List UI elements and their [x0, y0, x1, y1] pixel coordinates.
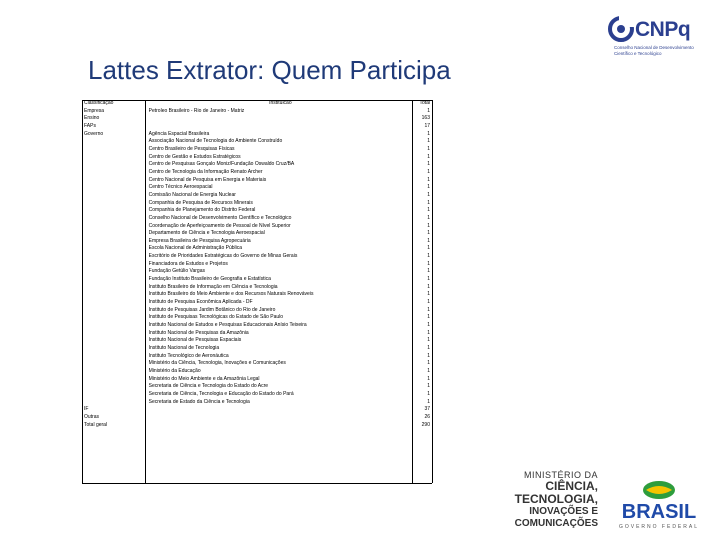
total-cell: 1 [427, 398, 430, 405]
instituicao-cell [147, 123, 412, 131]
table-row [82, 368, 432, 376]
table-row [82, 406, 432, 414]
total-cell: 1 [427, 199, 430, 206]
instituicao-cell: Fundação Getúlio Vargas [148, 268, 205, 275]
total-cell: 1 [427, 276, 430, 283]
classificacao-cell: Empresa [84, 107, 105, 114]
table-body [82, 108, 432, 430]
table-row [82, 353, 432, 361]
classificacao-cell [82, 161, 147, 169]
instituicao-cell [147, 414, 412, 422]
brasil-text: BRASIL [621, 501, 697, 523]
total-cell: 1 [427, 161, 430, 168]
table-row [82, 376, 432, 384]
classificacao-cell [82, 230, 147, 238]
total-cell: 1 [427, 375, 430, 382]
table-row [82, 108, 432, 116]
table-row [82, 337, 432, 345]
table-row [82, 330, 432, 338]
classificacao-cell [82, 253, 147, 261]
total-cell: 1 [427, 191, 430, 198]
total-cell: 290 [421, 421, 430, 428]
table-row [82, 223, 432, 231]
total-cell: 1 [427, 176, 430, 183]
table-header-row [82, 100, 432, 108]
total-cell: 1 [427, 145, 430, 152]
total-cell: 17 [424, 122, 430, 129]
instituicao-cell: Agência Espacial Brasileira [148, 130, 210, 137]
classificacao-cell: Total geral [84, 421, 108, 428]
header-instituicao: Instituicao [269, 100, 292, 106]
classificacao-cell [82, 322, 147, 330]
table-row [82, 360, 432, 368]
table-row [82, 284, 432, 292]
classificacao-cell [82, 353, 147, 361]
table-row [82, 192, 432, 200]
instituicao-cell: Empresa Brasileira de Pesquisa Agropecuária [148, 237, 251, 244]
instituicao-cell [147, 422, 412, 430]
total-cell: 1 [427, 207, 430, 214]
classificacao-cell: FAPs [84, 122, 96, 129]
instituicao-cell: Centro de Gestão e Estudos Estratégicos [148, 153, 241, 160]
header-total: Total [419, 100, 430, 106]
table-row [82, 177, 432, 185]
classificacao-cell [82, 245, 147, 253]
instituicao-cell: Instituto Brasileiro do Meio Ambiente e dos Recursos Naturais Renováveis [148, 291, 314, 298]
classificacao-cell [82, 177, 147, 185]
table-row [82, 345, 432, 353]
table-row [82, 245, 432, 253]
table-row [82, 184, 432, 192]
ministry-line1: MINISTÉRIO DA [523, 470, 598, 480]
table-row [82, 230, 432, 238]
brasil-tagline: GOVERNO FEDERAL [618, 524, 700, 530]
classificacao-cell [82, 215, 147, 223]
total-cell: 1 [427, 314, 430, 321]
instituicao-cell: Secretaria de Ciência, Tecnologia e Educação do Estado do Pará [148, 390, 294, 397]
classificacao-cell [82, 238, 147, 246]
classificacao-cell [82, 184, 147, 192]
classificacao-cell [82, 330, 147, 338]
table-row [82, 253, 432, 261]
table-row [82, 115, 432, 123]
instituicao-cell: Petroleo Brasileiro - Rio de Janeiro - Matriz [148, 107, 245, 114]
instituicao-cell: Companhia de Planejamento do Distrito Federal [148, 207, 256, 214]
total-cell: 1 [427, 329, 430, 336]
instituicao-cell: Instituto Nacional de Estudos e Pesquisas Educacionais Anísio Teixeira [148, 322, 307, 329]
cnpq-logo-subtitle: Conselho Nacional de Desenvolvimento Científico e Tecnológico [614, 45, 694, 56]
frame-bottom-border [82, 483, 432, 484]
classificacao-cell: Governo [84, 130, 104, 137]
total-cell: 1 [427, 237, 430, 244]
classificacao-cell [82, 284, 147, 292]
total-cell: 1 [427, 291, 430, 298]
total-cell: 1 [427, 222, 430, 229]
total-cell: 1 [427, 306, 430, 313]
instituicao-cell [147, 115, 412, 123]
classificacao-cell [82, 299, 147, 307]
table-row [82, 215, 432, 223]
total-cell: 1 [427, 168, 430, 175]
classificacao-cell [82, 138, 147, 146]
classificacao-cell [82, 200, 147, 208]
classificacao-cell [82, 391, 147, 399]
total-cell: 1 [427, 184, 430, 191]
classificacao-cell [82, 207, 147, 215]
instituicao-cell: Centro de Pesquisas Gonçalo Moniz/Fundação Oswaldo Cruz/BA [148, 161, 295, 168]
classificacao-cell [82, 376, 147, 384]
total-cell: 1 [427, 138, 430, 145]
header-classificacao: Classificação [84, 100, 114, 106]
table-row [82, 123, 432, 131]
table-row [82, 146, 432, 154]
cnpq-logo [608, 16, 708, 66]
table-row [82, 299, 432, 307]
total-cell: 1 [427, 230, 430, 237]
classificacao-cell [82, 268, 147, 276]
total-cell: 1 [427, 214, 430, 221]
instituicao-cell: Centro de Tecnologia da Informação Renato Archer [148, 168, 263, 175]
classificacao-cell: IF [84, 406, 89, 413]
instituicao-cell [147, 406, 412, 414]
instituicao-cell: Ministério da Ciência, Tecnologia, Inovações e Comunicações [148, 360, 286, 367]
instituicao-cell: Escola Nacional de Administração Pública [148, 245, 243, 252]
instituicao-cell: Instituto de Pesquisa Econômica Aplicada - DF [148, 299, 253, 306]
instituicao-cell: Instituto Nacional de Pesquisas da Amazônia [148, 329, 249, 336]
instituicao-cell: Centro Nacional de Pesquisa em Energia e Materiais [148, 176, 267, 183]
instituicao-cell: Instituto de Pesquisas Tecnológicas do Estado de São Paulo [148, 314, 284, 321]
total-cell: 1 [427, 352, 430, 359]
total-cell: 1 [427, 299, 430, 306]
total-cell: 1 [427, 345, 430, 351]
total-cell: 1 [427, 283, 430, 290]
instituicao-cell: Instituto Brasileiro de Informação em Ciência e Tecnologia [148, 283, 278, 290]
table-row [82, 276, 432, 284]
table-row [82, 154, 432, 162]
total-cell: 37 [424, 406, 430, 413]
table-row [82, 414, 432, 422]
classificacao-cell [82, 276, 147, 284]
total-cell: 1 [427, 367, 430, 374]
classificacao-cell [82, 223, 147, 231]
ministry-logo [470, 470, 598, 532]
classificacao-cell [82, 368, 147, 376]
total-cell: 1 [427, 107, 430, 114]
table-row [82, 268, 432, 276]
table-row [82, 391, 432, 399]
instituicao-cell: Conselho Nacional de Desenvolvimento Científico e Tecnológico [148, 214, 292, 221]
ministry-line2: CIÊNCIA, TECNOLOGIA, [514, 479, 598, 506]
classificacao-cell [82, 360, 147, 368]
table-row [82, 131, 432, 139]
classificacao-cell [82, 307, 147, 315]
classificacao-cell [82, 192, 147, 200]
total-cell: 1 [427, 322, 430, 329]
instituicao-cell: Instituto Nacional de Tecnologia [148, 345, 220, 351]
total-cell: 1 [427, 383, 430, 390]
classificacao-cell [82, 314, 147, 322]
instituicao-cell: Ministério do Meio Ambiente e da Amazônia Legal [148, 375, 260, 382]
frame-right-border [432, 100, 433, 483]
classificacao-cell [82, 261, 147, 269]
total-cell: 26 [424, 413, 430, 420]
table-row [82, 307, 432, 315]
classificacao-cell [82, 169, 147, 177]
total-cell: 1 [427, 268, 430, 275]
classificacao-cell [82, 399, 147, 407]
instituicao-cell: Ministério da Educação [148, 367, 201, 374]
instituicao-cell: Instituto Tecnológico de Aeronáutica [148, 352, 229, 359]
instituicao-cell: Fundação Instituto Brasileiro de Geografia e Estatística [148, 276, 271, 283]
classificacao-cell [82, 383, 147, 391]
total-cell: 1 [427, 390, 430, 397]
total-cell: 1 [427, 245, 430, 252]
table-row [82, 422, 432, 430]
total-cell: 1 [427, 360, 430, 367]
total-cell: 1 [427, 260, 430, 267]
table-row [82, 399, 432, 407]
table-row [82, 314, 432, 322]
table-row [82, 161, 432, 169]
table-row [82, 200, 432, 208]
total-cell: 1 [427, 337, 430, 344]
classificacao-cell: Outras [84, 413, 100, 420]
instituicao-cell: Departamento de Ciência e Tecnologia Aeroespacial [148, 230, 265, 237]
classificacao-cell: Ensino [84, 115, 100, 122]
participants-table [82, 100, 432, 429]
table-row [82, 238, 432, 246]
ministry-line3: INOVAÇÕES E COMUNICAÇÕES [514, 506, 598, 529]
instituicao-cell: Companhia de Pesquisa de Recursos Minerais [148, 199, 253, 206]
classificacao-cell [82, 154, 147, 162]
classificacao-cell [82, 146, 147, 154]
instituicao-cell: Secretaria de Estado da Ciência e Tecnologia [148, 398, 250, 405]
instituicao-cell: Financiadora de Estudos e Projetos [148, 260, 228, 267]
instituicao-cell: Centro Brasileiro de Pesquisas Físicas [148, 145, 235, 152]
instituicao-cell: Instituto Nacional de Pesquisas Espaciais [148, 337, 242, 344]
total-cell: 1 [427, 153, 430, 160]
table-row [82, 207, 432, 215]
page-title: Lattes Extrator: Quem Participa [88, 55, 451, 85]
table-row [82, 291, 432, 299]
table-row [82, 322, 432, 330]
total-cell: 1 [427, 130, 430, 137]
instituicao-cell: Secretaria de Ciência e Tecnologia do Estado do Acre [148, 383, 269, 390]
cnpq-logo-text: CNPq [635, 18, 691, 41]
cnpq-swirl-icon [608, 16, 634, 42]
classificacao-cell [82, 345, 147, 353]
table-row [82, 138, 432, 146]
table-row [82, 169, 432, 177]
instituicao-cell: Escritório de Prioridades Estratégicas do Governo de Minas Gerais [148, 253, 298, 260]
instituicao-cell: Coordenação de Aperfeiçoamento de Pessoal de Nível Superior [148, 222, 291, 229]
table-row [82, 383, 432, 391]
classificacao-cell [82, 291, 147, 299]
total-cell: 163 [421, 115, 430, 122]
table-row [82, 261, 432, 269]
brasil-logo [604, 480, 714, 530]
total-cell: 1 [427, 253, 430, 260]
instituicao-cell: Centro Técnico Aeroespacial [148, 184, 213, 191]
classificacao-cell [82, 337, 147, 345]
instituicao-cell: Comissão Nacional de Energia Nuclear [148, 191, 236, 198]
instituicao-cell: Instituto de Pesquisas Jardim Botânico do Rio de Janeiro [148, 306, 276, 313]
instituicao-cell: Associação Nacional de Tecnologia do Ambiente Construído [148, 138, 283, 145]
